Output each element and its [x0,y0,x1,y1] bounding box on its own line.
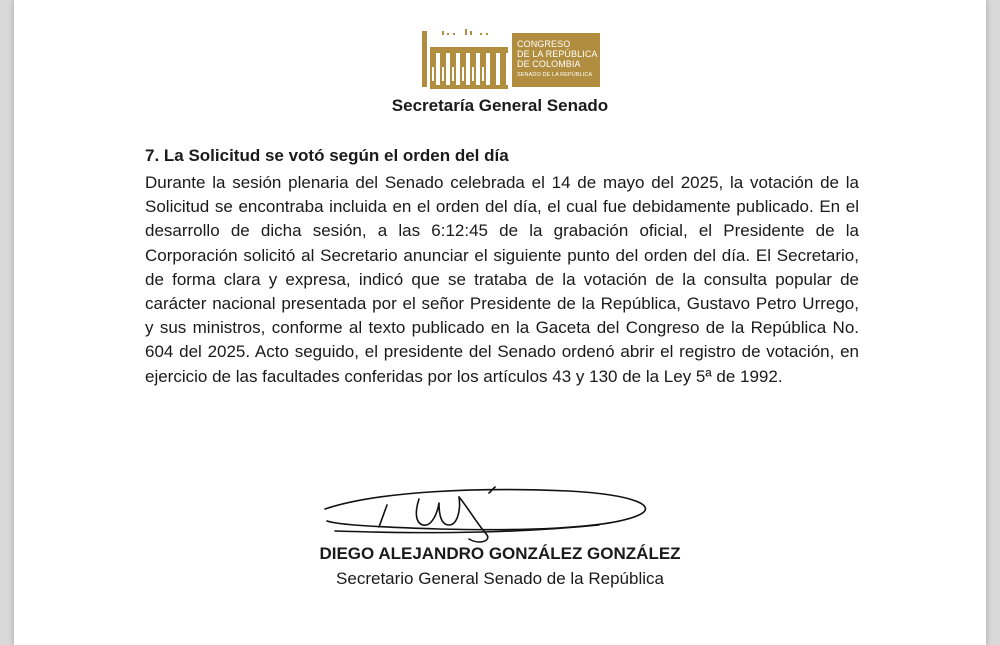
signer-name: DIEGO ALEJANDRO GONZÁLEZ GONZÁLEZ [319,544,681,563]
document-page [14,0,986,645]
signer-role: Secretario General Senado de la República [336,569,664,588]
logo-text-box [512,33,600,87]
logo-line-republica: DE LA REPÚBLICA [517,49,598,59]
office-title: Secretaría General Senado [391,96,609,115]
section-body: Durante la sesión plenaria del Senado celebrada el 14 de mayo del 2025, la votación de la Solicitud se encontraba incluida en el orden del día, el cual fue debidamente publicado. En el desarrollo de dicha sesión, a las 6:12:45 de la grabación oficial, el Presidente de la Corporación solicitó al Secretario anunciar el siguiente punto del orden del día. El Secretario, de forma clara y expresa, indicó que se trataba de la votación de la consulta popular de carácter nacional presentada por el señor Presidente de la República, Gustavo Petro Urrego, y sus ministros, conforme al texto publicado en la Gaceta del Congreso de la República No. 604 del 2025. Acto seguido, el presidente del Senado ordenó abrir el registro de votación, en ejercicio de las facultades conferidas por los artículos 43 y 130 de la Ley 5ª de 1992. [145,173,859,386]
handwritten-signature [319,485,659,553]
logo-line-colombia: DE COLOMBIA [517,59,581,69]
capitol-building-icon [420,27,510,91]
logo-line-congreso: CONGRESO [517,39,571,49]
section-heading: 7. La Solicitud se votó según el orden del día [145,146,509,165]
congress-logo [408,25,608,95]
logo-line-senado: SENADO DE LA REPÚBLICA [517,72,593,78]
